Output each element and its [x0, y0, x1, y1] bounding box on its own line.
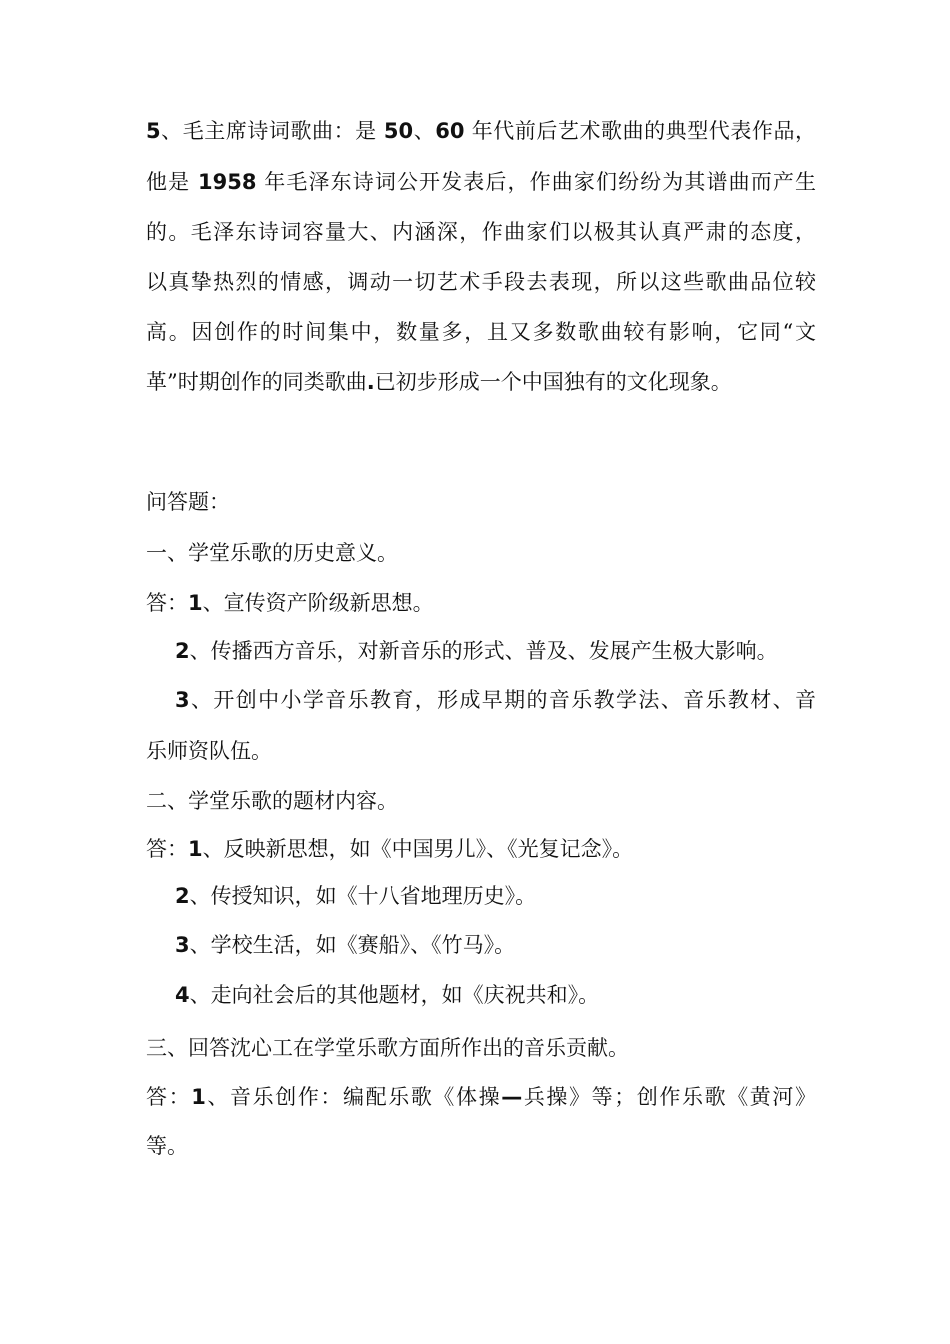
- question-2: 二、学堂乐歌的题材内容。: [146, 789, 398, 813]
- text-run: .: [366, 370, 375, 394]
- text-run: 5: [146, 119, 161, 143]
- qa-heading: 问答题：: [146, 490, 230, 514]
- q1-answer-1: 答：1、宣传资产阶级新思想。: [146, 591, 434, 615]
- paragraph-5-line: [146, 117, 816, 145]
- q2-answer-1: 答：1、反映新思想，如《中国男儿》、《光复记念》。: [146, 837, 634, 861]
- text-run: 以真挚热烈的情感，调动一切艺术手段去表现，所以这些歌曲品位较: [146, 270, 816, 294]
- paragraph-5-line: [146, 368, 816, 396]
- q2-answer-4: 4、走向社会后的其他题材，如《庆祝共和》。: [175, 983, 600, 1007]
- text-run: 50: [383, 119, 414, 143]
- text-run: 年毛泽东诗词公开发表后，作曲家们纷纷为其谱曲而产生: [256, 170, 816, 194]
- paragraph-5-line: [146, 168, 816, 196]
- text-run: 年代前后艺术歌曲的典型代表作品，: [464, 119, 816, 143]
- text-run: 、毛主席诗词歌曲：是: [160, 119, 384, 143]
- q1-answer-2: 2、传播西方音乐，对新音乐的形式、普及、发展产生极大影响。: [175, 639, 778, 663]
- text-run: 1958: [198, 170, 257, 194]
- q1-answer-3: 3、开创中小学音乐教育，形成早期的音乐教学法、音乐教材、音: [175, 688, 816, 712]
- paragraph-5-line: [146, 268, 816, 296]
- text-run: 已初步形成一个中国独有的文化现象。: [374, 370, 732, 394]
- question-3: 三、回答沈心工在学堂乐歌方面所作出的音乐贡献。: [146, 1036, 629, 1060]
- paragraph-5-line: [146, 218, 816, 246]
- q1-answer-3-continued: 乐师资队伍。: [146, 739, 272, 763]
- text-run: 高。因创作的时间集中，数量多，且又多数歌曲较有影响，它同“文: [146, 320, 816, 344]
- text-run: 的。毛泽东诗词容量大、内涵深，作曲家们以极其认真严肃的态度，: [146, 220, 816, 244]
- q2-answer-2: 2、传授知识，如《十八省地理历史》。: [175, 884, 537, 908]
- q2-answer-3: 3、学校生活，如《赛船》、《竹马》。: [175, 933, 516, 957]
- text-run: 他是: [146, 170, 199, 194]
- text-run: 革”时期创作的同类歌曲: [146, 370, 367, 394]
- paragraph-5-line: [146, 318, 816, 346]
- question-1: 一、学堂乐歌的历史意义。: [146, 541, 398, 565]
- q3-answer-1: 答：1、音乐创作：编配乐歌《体操—兵操》等；创作乐歌《黄河》: [146, 1085, 817, 1109]
- q3-answer-1-continued: 等。: [146, 1134, 188, 1158]
- text-run: 、: [413, 119, 436, 143]
- text-run: 60: [435, 119, 465, 143]
